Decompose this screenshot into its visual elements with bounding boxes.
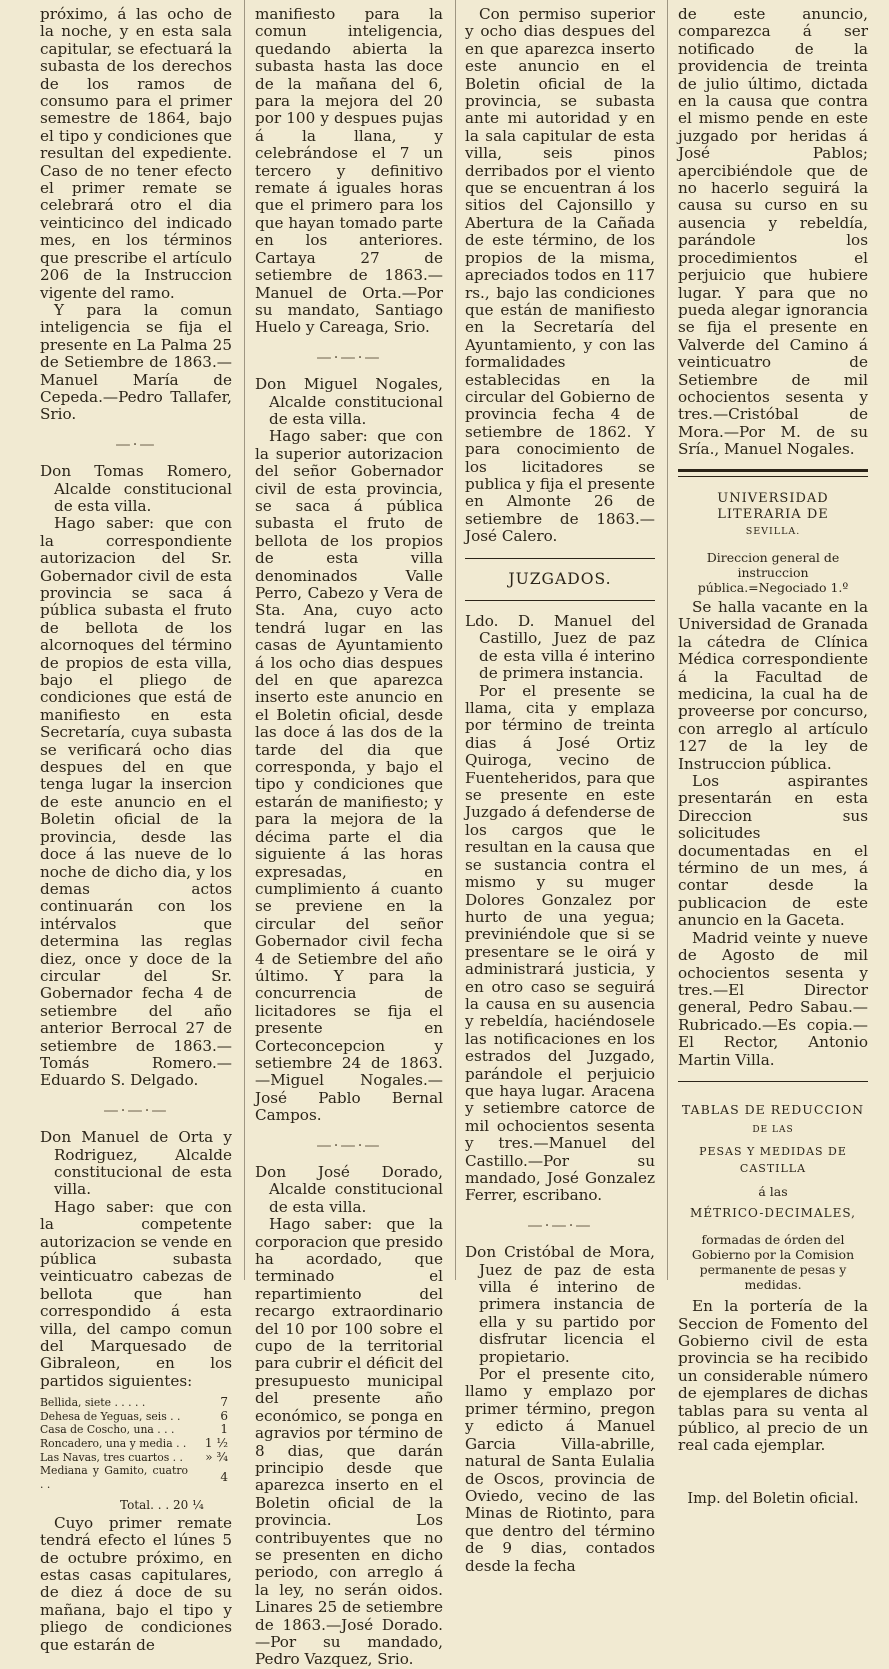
table-cell: Dehesa de Yeguas, seis . .	[40, 1409, 181, 1423]
table-row	[40, 1410, 232, 1424]
table-cell: 6	[220, 1408, 228, 1423]
tables-subtitle: PESAS Y MEDIDAS DE CASTILLA	[699, 1144, 847, 1176]
notice-heading: Don Tomas Romero, Alcalde constitucional de esta villa.	[40, 462, 232, 515]
table-cell: Las Navas, tres cuartos . .	[40, 1450, 183, 1464]
table-total: Total. . . 20 ¼	[120, 1498, 204, 1513]
tables-subtitle: DE LAS	[752, 1124, 794, 1135]
text-paragraph: Hago saber: que con la competente autorizacion se vende en pública subasta veinticuatro cabezas de bellota que han correspondido á esta villa, del campo comun del Marquesado de Gibraleon, en los partidos siguientes:	[40, 1197, 232, 1390]
tables-title: TABLAS DE REDUCCION	[681, 1101, 865, 1117]
table-cell: 1 ½	[204, 1436, 228, 1451]
text-paragraph: Y para la comun inteligencia se fija el presente en La Palma 25 de Setiembre de 1863.—Manuel María de Cepeda.—Pedro Tallafer, Srio.	[40, 300, 232, 424]
text-paragraph: de este anuncio, comparezca á ser notificado de la providencia de treinta de julio último, dictada en la causa que contra el mismo pende en este juzgado por heridas á José Pablos; apercibiéndole que de no hacerlo seguirá la causa su curso en su ausencia y rebeldía, parándole los procedimientos el perjuicio que hubiere lugar. Y para que no pueda alegar ignorancia se fija el presente en Valverde del Camino á veinticuatro de Setiembre de mil ochocientos sesenta y tres.—Cristóbal de Mora.—Por M. de su Sría., Manuel Nogales.	[678, 5, 868, 459]
text-paragraph: En la portería de la Seccion de Fomento del Gobierno civil de esta provincia se ha recibido un considerable número de ejemplares de dichas tablas para su venta al público, al precio de un real cada ejemplar.	[678, 1297, 868, 1455]
notice-heading: Don Miguel Nogales, Alcalde constitucional de esta villa.	[255, 375, 443, 428]
tables-subtitle: á las	[758, 1183, 788, 1199]
table-row	[40, 1464, 232, 1491]
tables-note: formadas de órden del Gobierno por la Comision permanente de pesas y medidas.	[691, 1232, 855, 1293]
university-city: SEVILLA.	[745, 525, 801, 537]
column-1	[40, 5, 232, 1654]
table-cell: 4	[220, 1470, 228, 1485]
column-4	[678, 5, 868, 1507]
table-row	[40, 1451, 232, 1465]
double-rule	[678, 469, 868, 477]
separator: —·—	[115, 434, 157, 453]
table-row	[40, 1423, 232, 1437]
separator: —·—·—	[316, 1135, 382, 1154]
table-cell: Casa de Coscho, una . . .	[40, 1423, 175, 1437]
text-paragraph: Hago saber: que con la correspondiente autorizacion del Sr. Gobernador civil de esta provincia se saca á pública subasta el fruto de bellota de los alcornoques del término de propios de esta villa, bajo el pliego de condiciones que está de manifiesto en esta Secretaría, cuya subasta se verificará ocho dias despues del en que tenga lugar la insercion de este anuncio en el Boletin oficial de la provincia, desde las doce á las nueve de lo noche de dicho dia, y los demas actos continuarán con los intérvalos que determina las reglas diez, once y doce de la circular del Sr. Gobernador fecha 4 de setiembre del año anterior Berrocal 27 de setiembre de 1863.—Tomás Romero.—Eduardo S. Delgado.	[40, 514, 232, 1090]
tables-subtitle: MÉTRICO-DECIMALES,	[690, 1205, 856, 1220]
section-title: JUZGADOS.	[508, 569, 612, 588]
text-paragraph: Por el presente cito, llamo y emplazo por primer término, pregon y edicto á Manuel Garcia Villa-abrille, natural de Santa Eulalia de Oscos, provincia de Oviedo, vecino de las Minas de Riotinto, para que dentro del término de 9 dias, contados desde la fecha	[465, 1365, 655, 1575]
printer-imprint: Imp. del Boletin oficial.	[687, 1490, 859, 1507]
notice-heading: Don José Dorado, Alcalde constitucional de esta villa.	[255, 1163, 443, 1216]
table-cell: 7	[220, 1395, 228, 1410]
section-rule	[678, 1081, 868, 1082]
table-cell: Bellida, siete . . . . .	[40, 1396, 146, 1410]
university-title: UNIVERSIDAD LITERARIA DE	[717, 490, 829, 522]
column-rule-3	[667, 0, 668, 1280]
section-rule	[465, 558, 655, 559]
table-cell: Roncadero, una y media . .	[40, 1437, 187, 1451]
table-cell: Mediana y Gamito, cuatro . .	[40, 1464, 188, 1491]
text-paragraph: Madrid veinte y nueve de Agosto de mil ochocientos sesenta y tres.—El Director general, Pedro Sabau.—Rubricado.—Es copia.—El Rector, Antonio Martin Villa.	[678, 928, 868, 1069]
text-paragraph: próximo, á las ocho de la noche, y en esta sala capitular, se efectuará la subasta de los derechos de los ramos de consumo para el primer semestre de 1864, bajo el tipo y condiciones que resultan del expediente. Caso de no tener efecto el primer remate se celebrará otro el dia veinticinco del indicado mes, en los términos que prescribe el artículo 206 de la Instruccion vigente del ramo.	[40, 5, 232, 302]
column-rule-1	[244, 0, 245, 1280]
separator: —·—·—	[316, 347, 382, 366]
lots-table	[40, 1396, 232, 1491]
column-2	[255, 5, 444, 1669]
text-paragraph: Con permiso superior y ocho dias despues del en que aparezca inserto este anuncio en el Boletin oficial de la provincia, se subasta ante mi autoridad y en la sala capitular de esta villa, seis pinos derribados por el viento que se encuentran á los sitios del Cajonsillo y Abertura de la Cañada de este término, de los propios de la misma, apreciados todos en 117 rs., bajo las condiciones que están de manifiesto en la Secretaría del Ayuntamiento, y con las formalidades establecidas en la circular del Gobierno de provincia fecha 4 de setiembre de 1862. Y para conocimiento de los licitadores se publica y fija el presente en Almonte 26 de setiembre de 1863.—José Calero.	[465, 5, 655, 546]
text-paragraph: Por el presente se llama, cita y emplaza por término de treinta dias á José Ortiz Quiroga, vecino de Fuenteheridos, para que se presente en este Juzgado á defenderse de los cargos que le resultan en la causa que se sustancia contra el mismo y su muger Dolores Gonzalez por hurto de una yegua; previniéndole que si se presentare se le oirá y administrará justicia, y en otro caso se seguirá la causa en su ausencia y rebeldía, haciéndosele las notificaciones en los estrados del Juzgado, parándole el perjuicio que haya lugar. Aracena y setiembre catorce de mil ochocientos sesenta y tres.—Manuel del Castillo.—Por su mandado, José Gonzalez Ferrer, escribano.	[465, 681, 655, 1205]
notice-heading: Don Cristóbal de Mora, Juez de paz de esta villa é interino de primera instancia de ella y su partido por disfrutar licencia el propietario.	[465, 1243, 655, 1366]
text-paragraph: manifiesto para la comun inteligencia, quedando abierta la subasta hasta las doce de la mañana del 6, para la mejora del 20 por 100 y despues pujas á la llana, y celebrándose el 7 un tercero y definitivo remate á iguales horas que el primero para los que hayan tomado parte en los anteriores. Cartaya 27 de setiembre de 1863.—Manuel de Orta.—Por su mandato, Santiago Huelo y Careaga, Srio.	[255, 5, 443, 337]
section-rule	[465, 600, 655, 601]
table-row	[40, 1437, 232, 1451]
text-paragraph: Cuyo primer remate tendrá efecto el lúnes 5 de octubre próximo, en estas casas capitulares, de diez á doce de su mañana, bajo el tipo y pliego de condiciones que estarán de	[40, 1513, 232, 1654]
column-rule-2	[455, 0, 456, 1280]
notice-heading: Don Manuel de Orta y Rodriguez, Alcalde constitucional de esta villa.	[40, 1128, 232, 1199]
notice-heading: Ldo. D. Manuel del Castillo, Juez de paz de esta villa é interino de primera instancia.	[465, 612, 655, 683]
directorate-line: Direccion general de instruccion pública.=Negociado 1.º	[697, 549, 849, 595]
table-cell: » ¾	[205, 1449, 228, 1464]
separator: —·—·—	[527, 1215, 593, 1234]
table-row	[40, 1396, 232, 1410]
text-paragraph: Se halla vacante en la Universidad de Granada la cátedra de Clínica Médica correspondiente á la Facultad de medicina, la cual ha de proveerse por concurso, con arreglo al artículo 127 de la ley de Instruccion pública.	[678, 597, 868, 773]
separator: —·—·—	[103, 1100, 169, 1119]
table-cell: 1	[220, 1422, 228, 1437]
text-paragraph: Los aspirantes presentarán en esta Direccion sus solicitudes documentadas en el término de un mes, á contar desde la publicacion de este anuncio en la Gaceta.	[678, 772, 868, 930]
text-paragraph: Hago saber: que la corporacion que presido ha acordado, que terminado el repartimiento del recargo extraordinario del 10 por 100 sobre el cupo de la territorial para cubrir el déficit del presupuesto municipal del presente año económico, se ponga en agravios por término de 8 dias, que darán principio desde que aparezca inserto en el Boletin oficial de la provincia. Los contribuyentes que no se presenten en dicho periodo, con arreglo á la ley, no serán oidos. Linares 25 de setiembre de 1863.—José Dorado.—Por su mandado, Pedro Vazquez, Srio.	[255, 1215, 444, 1669]
text-paragraph: Hago saber: que con la superior autorizacion del señor Gobernador civil de esta provincia, se saca á pública subasta el fruto de bellota de los propios de esta villa denominados Valle Perro, Cabezo y Vera de Sta. Ana, cuyo acto tendrá lugar en las casas de Ayuntamiento á los ocho dias despues del en que aparezca inserto este anuncio en el Boletin oficial, desde las doce á las dos de la tarde del dia que corresponda, y bajo el tipo y condiciones que estarán de manifiesto; y para la mejora de la décima parte el dia siguiente á las horas expresadas, en cumplimiento á cuanto se previene en la circular del señor Gobernador civil fecha 4 de Setiembre del año último. Y para la concurrencia de licitadores se fija el presente en Corteconcepcion y setiembre 24 de 1863.—Miguel Nogales.—José Pablo Bernal Campos.	[255, 427, 443, 1125]
column-3	[465, 5, 655, 1575]
